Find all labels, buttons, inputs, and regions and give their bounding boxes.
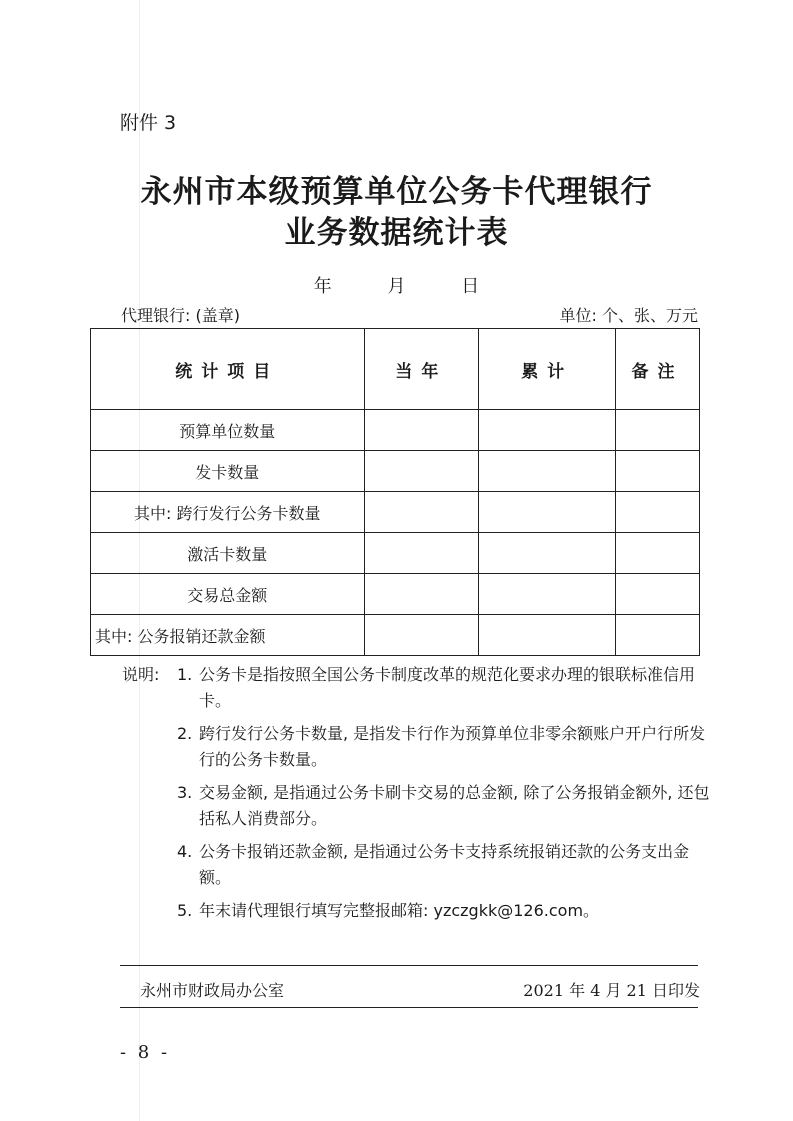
table-row [91,533,700,574]
row-item: 其中: 跨行发行公务卡数量 [91,492,365,533]
note-item [177,898,712,924]
row-current[interactable] [364,533,479,574]
note-text: 跨行发行公务卡数量, 是指发卡行作为预算单位非零余额账户开户行所发行的公务卡数量。 [199,724,706,769]
row-current[interactable] [364,615,479,656]
agent-bank-label: 代理银行: (盖章) [121,306,240,325]
row-current[interactable] [364,574,479,615]
header-remark: 备注 [616,329,700,410]
row-cumulative[interactable] [479,574,616,615]
row-item: 预算单位数量 [91,410,365,451]
row-item: 激活卡数量 [91,533,365,574]
issued-date: 2021 年 4 月 21 日印发 [523,981,700,1000]
note-text: 交易金额, 是指通过公务卡刷卡交易的总金额, 除了公务报销金额外, 还包括私人消费部分。 [199,783,710,828]
issuing-office: 永州市财政局办公室 [140,981,285,1000]
table-row [91,410,700,451]
footer-bottom-rule [120,1007,698,1008]
row-remark[interactable] [616,533,700,574]
row-item: 交易总金额 [91,574,365,615]
row-remark[interactable] [616,615,700,656]
note-number: 2. [177,724,193,743]
note-text: 公务卡报销还款金额, 是指通过公务卡支持系统报销还款的公务支出金额。 [199,842,690,887]
row-remark[interactable] [616,410,700,451]
row-cumulative[interactable] [479,451,616,492]
table-row [91,615,700,656]
header-current-year: 当年 [364,329,479,410]
notes-lead: 说明: [122,665,160,684]
row-cumulative[interactable] [479,410,616,451]
note-item [177,662,712,714]
row-current[interactable] [364,451,479,492]
date-year: 年 [313,276,332,297]
date-day: 日 [461,276,480,297]
note-number: 1. [177,665,193,684]
notes-section [122,662,712,931]
table-row [91,574,700,615]
note-item [177,839,712,891]
header-cumulative: 累计 [479,329,616,410]
row-current[interactable] [364,492,479,533]
row-remark[interactable] [616,574,700,615]
table-header-row [91,329,700,410]
table-row [91,451,700,492]
note-number: 3. [177,783,193,802]
unit-label: 单位: 个、张、万元 [559,306,698,325]
row-cumulative[interactable] [479,533,616,574]
row-cumulative[interactable] [479,492,616,533]
row-remark[interactable] [616,451,700,492]
note-item [177,780,712,832]
note-text: 公务卡是指按照全国公务卡制度改革的规范化要求办理的银联标准信用卡。 [199,665,696,710]
document-title-line2: 业务数据统计表 [284,215,509,251]
row-current[interactable] [364,410,479,451]
document-title-line1: 永州市本级预算单位公务卡代理银行 [140,174,653,210]
date-line [0,272,793,298]
date-month: 月 [387,276,406,297]
footer-top-rule [120,965,698,966]
note-item [177,721,712,773]
row-item: 发卡数量 [91,451,365,492]
statistics-table [90,328,700,656]
note-number: 5. [177,901,193,920]
row-remark[interactable] [616,492,700,533]
header-item: 统计项目 [91,329,365,410]
row-cumulative[interactable] [479,615,616,656]
row-item: 其中: 公务报销还款金额 [91,615,365,656]
note-text: 年末请代理银行填写完整报邮箱: yzczgkk@126.com。 [199,901,600,920]
page-number: - 8 - [120,1042,171,1063]
note-number: 4. [177,842,193,861]
attachment-label: 附件 3 [120,112,177,134]
table-row [91,492,700,533]
